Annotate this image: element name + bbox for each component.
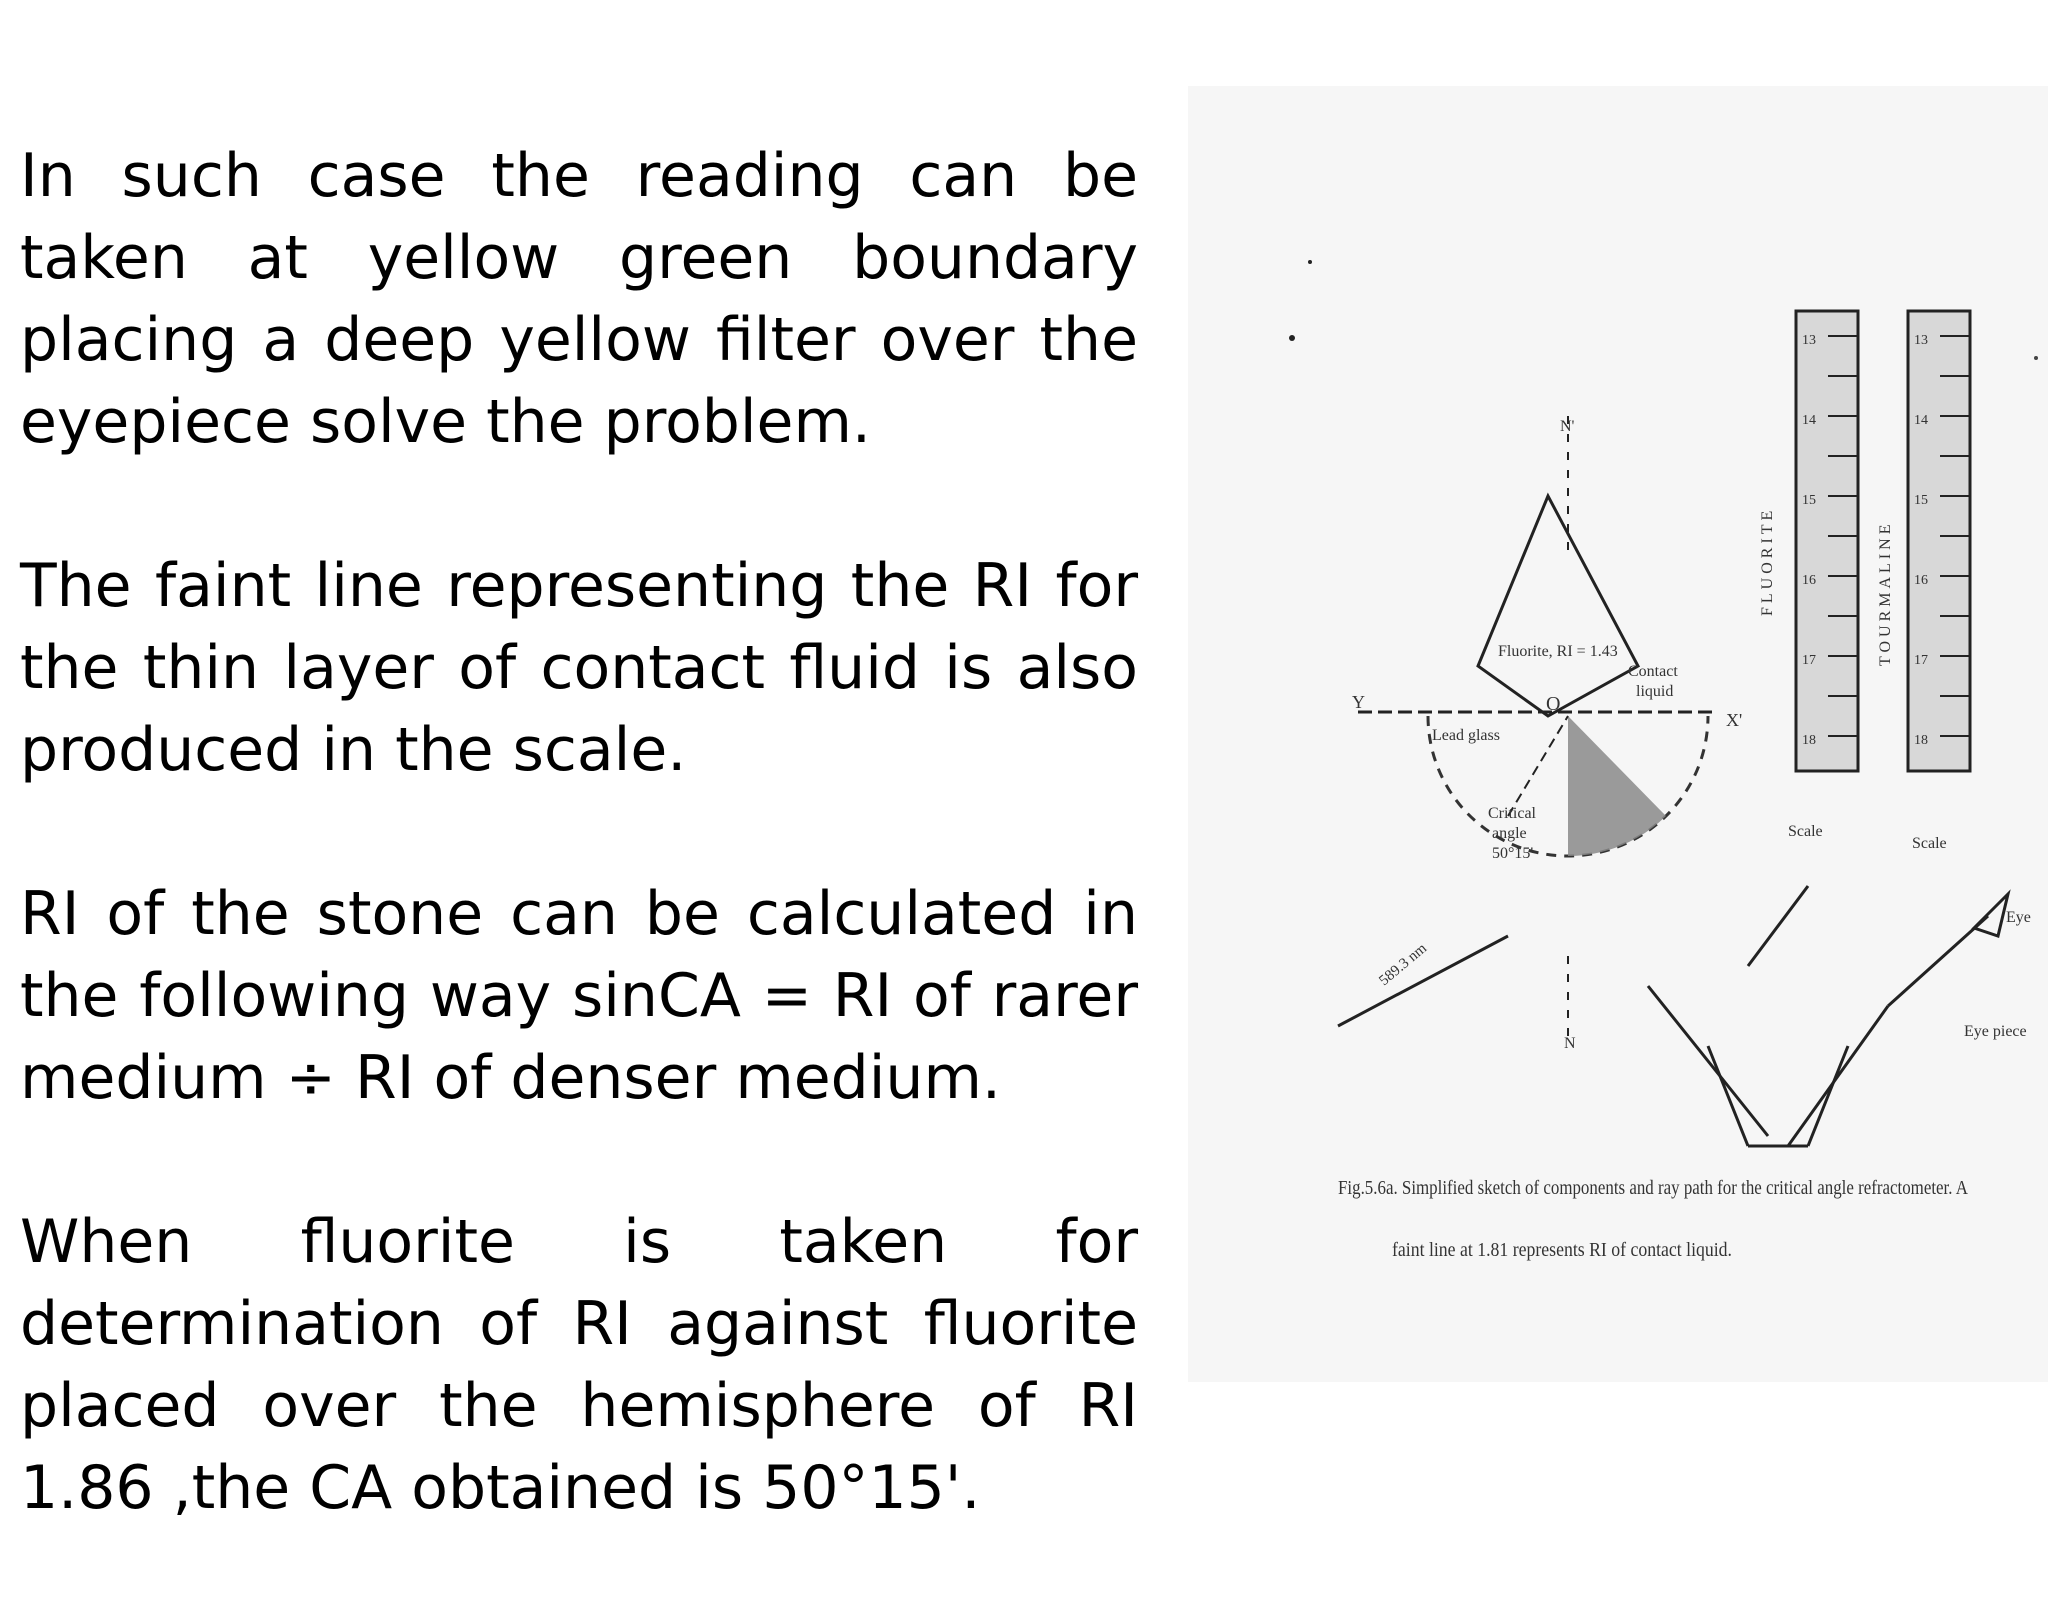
tourmaline-scale-label: TOURMALINE [1877,520,1894,666]
paragraph-ri-formula: RI of the stone can be calculated in the following way sinCA = RI of rarer medium ÷ RI of denser medium. [20,879,1138,1113]
left-tick-15: 15 [1802,493,1816,508]
right-tick-17: 17 [1914,653,1928,668]
refractometer-figure [1188,86,2048,1382]
paragraph-fluorite-example: When fluorite is taken for determination of RI against fluorite placed over the hemisphere of RI 1.86 ,the CA obtained is 50°15'. [20,1207,1138,1523]
liquid-label: liquid [1636,683,1674,700]
n-prime-label: N' [1560,418,1575,435]
scale-left-label: Scale [1788,823,1823,840]
fluorite-label: Fluorite, RI = 1.43 [1498,643,1618,660]
right-tick-18: 18 [1914,733,1928,748]
wavelength-label: 589.3 nm [1376,940,1430,990]
critical-label: Critical [1488,805,1536,822]
angle-label: angle [1492,825,1527,842]
scale-right-label: Scale [1912,835,1947,852]
figure-caption-line-1: Fig.5.6a. Simplified sketch of components and ray path for the critical angle refractometer. A [1338,1177,1969,1199]
fluorite-scale-label: FLUORITE [1759,506,1776,616]
tourmaline-scale [1908,311,1970,771]
y-axis-label: Y [1352,692,1365,712]
fluorite-scale [1796,311,1858,771]
left-tick-14: 14 [1802,413,1816,428]
right-tick-13: 13 [1914,333,1928,348]
left-tick-13: 13 [1802,333,1816,348]
contact-label: Contact [1628,663,1678,680]
origin-label: O [1546,693,1561,715]
paragraph-yellow-filter: In such case the reading can be taken at yellow green boundary placing a deep yellow filter over the eyepiece solve the problem. [20,141,1138,457]
n-label: N [1564,1035,1576,1052]
eye-label: Eye [2006,909,2031,926]
x-prime-label: X' [1726,710,1743,730]
right-tick-16: 16 [1914,573,1928,588]
eye-piece-label: Eye piece [1964,1023,2027,1040]
text-column [20,135,1138,1611]
right-tick-14: 14 [1914,413,1928,428]
ca-value-label: 50°15' [1492,845,1534,862]
paragraph-faint-line: The faint line representing the RI for the thin layer of contact fluid is also produced in the scale. [20,551,1138,785]
right-tick-15: 15 [1914,493,1928,508]
left-tick-16: 16 [1802,573,1816,588]
lead-glass-label: Lead glass [1432,727,1500,744]
left-tick-18: 18 [1802,733,1816,748]
figure-caption-line-2: faint line at 1.81 represents RI of contact liquid. [1392,1239,1732,1261]
left-tick-17: 17 [1802,653,1816,668]
refractometer-diagram [1188,86,2048,1382]
